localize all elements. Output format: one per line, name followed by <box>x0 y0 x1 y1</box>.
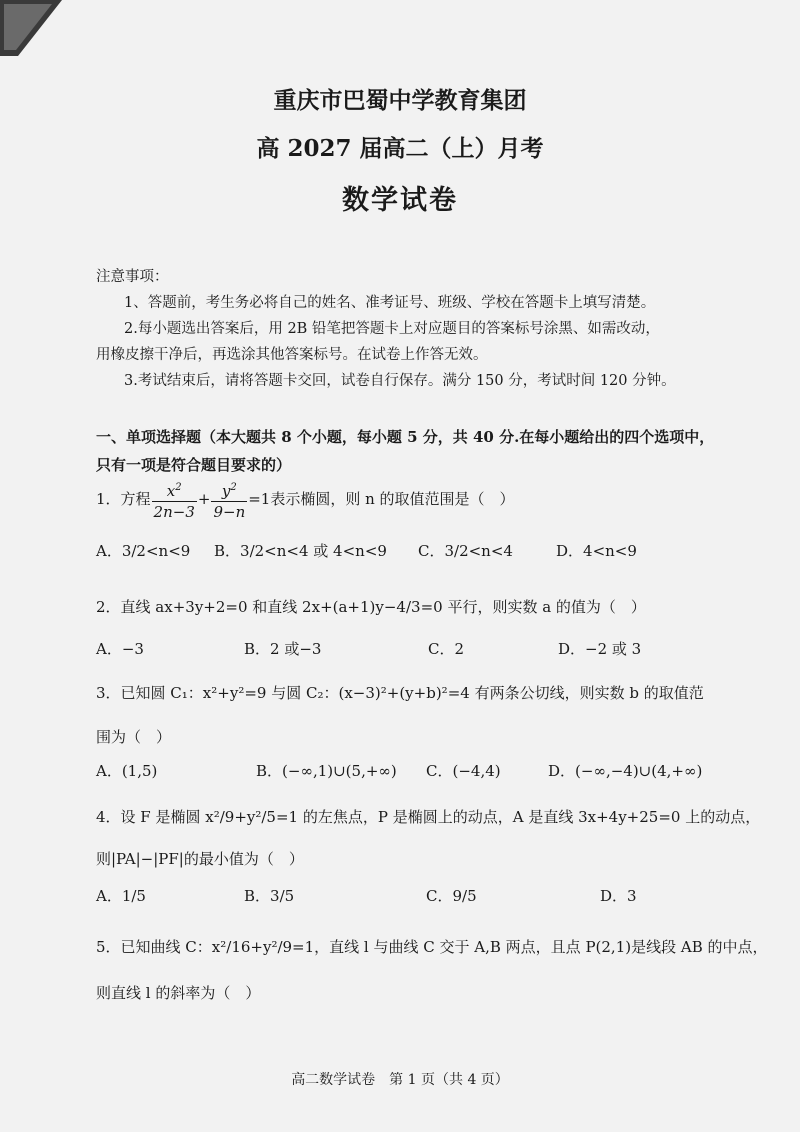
q3-option-b: B．(−∞,1)∪(5,+∞) <box>256 762 397 780</box>
q1-option-a: A．3/2<n<9 <box>96 542 191 560</box>
q3-options <box>96 760 716 784</box>
question-1: 1．方程 $\frac{x^2}{2n-3}$ + $\frac{y^2}{9-n}$ =1表示椭圆，则 n 的取值范围是（ ） <box>96 478 515 522</box>
instruction-item: 2.每小题选出答案后，用 2B 铅笔把答题卡上对应题目的答案标号涂黑、如需改动， <box>124 321 660 337</box>
question-3-line2: 围为（ ） <box>96 728 172 746</box>
q3-option-c: C．(−4,4) <box>426 762 501 780</box>
instruction-item: 3.考试结束后，请将答题卡交回，试卷自行保存。满分 150 分，考试时间 120 分钟。 <box>124 373 676 389</box>
q3-option-d: D．(−∞,−4)∪(4,+∞) <box>548 762 703 780</box>
section-title-line1: 一、单项选择题（本大题共 8 个小题，每小题 5 分，共 40 分.在每小题给出的四个选项中， <box>96 428 715 446</box>
question-5-line2: 则直线 l 的斜率为（ ） <box>96 984 261 1002</box>
question-5-line1: 5．已知曲线 C：x²/16+y²/9=1，直线 l 与曲线 C 交于 A,B 两点，且点 P(2,1)是线段 AB 的中点， <box>96 938 768 956</box>
instruction-item: 1、答题前，考生务必将自己的姓名、准考证号、班级、学校在答题卡上填写清楚。 <box>124 295 656 311</box>
q1-option-c: C．3/2<n<4 <box>418 542 513 560</box>
q2-options <box>96 638 716 662</box>
instructions-heading: 注意事项： <box>96 269 169 285</box>
q1-options <box>96 540 716 580</box>
exam-name: 高 2027 届高二（上）月考 <box>256 135 544 162</box>
q2-option-c: C．2 <box>428 640 465 658</box>
q1-frac-y: $\frac{y^2}{9-n}$ <box>211 478 247 522</box>
q4-option-a: A．1/5 <box>96 887 146 905</box>
q1-label: 1．方程 <box>96 490 151 508</box>
section-heading <box>96 423 716 479</box>
question-4-line1: 4．设 F 是椭圆 x²/9+y²/5=1 的左焦点，P 是椭圆上的动点，A 是直线 3x+4y+25=0 上的动点， <box>96 808 761 826</box>
q4-option-b: B．3/5 <box>244 887 295 905</box>
page-footer: 高二数学试卷 第 1 页（共 4 页） <box>291 1072 509 1088</box>
q2-option-b: B．2 或−3 <box>244 640 322 658</box>
q1-frac-x: $\frac{x^2}{2n-3}$ <box>152 478 197 522</box>
page-title: 数学试卷 <box>342 185 458 216</box>
question-3-line1: 3．已知圆 C₁：x²+y²=9 与圆 C₂：(x−3)²+(y+b)²=4 有两条公切线，则实数 b 的取值范 <box>96 684 704 702</box>
section-title-line2: 只有一项是符合题目要求的） <box>96 456 292 474</box>
question-4-line2: 则|PA|−|PF|的最小值为（ ） <box>96 850 304 868</box>
q1-option-b: B．3/2<n<4 或 4<n<9 <box>214 542 387 560</box>
question-2: 2．直线 ax+3y+2=0 和直线 2x+(a+1)y−4/3=0 平行，则实数 a 的值为（ ） <box>96 598 646 616</box>
q4-option-d: D．3 <box>600 887 637 905</box>
q1-option-d: D．4<n<9 <box>556 542 637 560</box>
page-corner-fold <box>0 0 62 56</box>
instruction-item: 用橡皮擦干净后，再选涂其他答案标号。在试卷上作答无效。 <box>96 347 488 363</box>
q2-option-a: A．−3 <box>96 640 144 658</box>
q4-option-c: C．9/5 <box>426 887 477 905</box>
q1-tail: 表示椭圆，则 n 的取值范围是（ ） <box>270 490 515 508</box>
q3-option-a: A．(1,5) <box>96 762 158 780</box>
q4-options <box>96 885 716 909</box>
school-name: 重庆市巴蜀中学教育集团 <box>273 87 527 114</box>
instructions <box>96 264 736 394</box>
q2-option-d: D．−2 或 3 <box>558 640 642 658</box>
